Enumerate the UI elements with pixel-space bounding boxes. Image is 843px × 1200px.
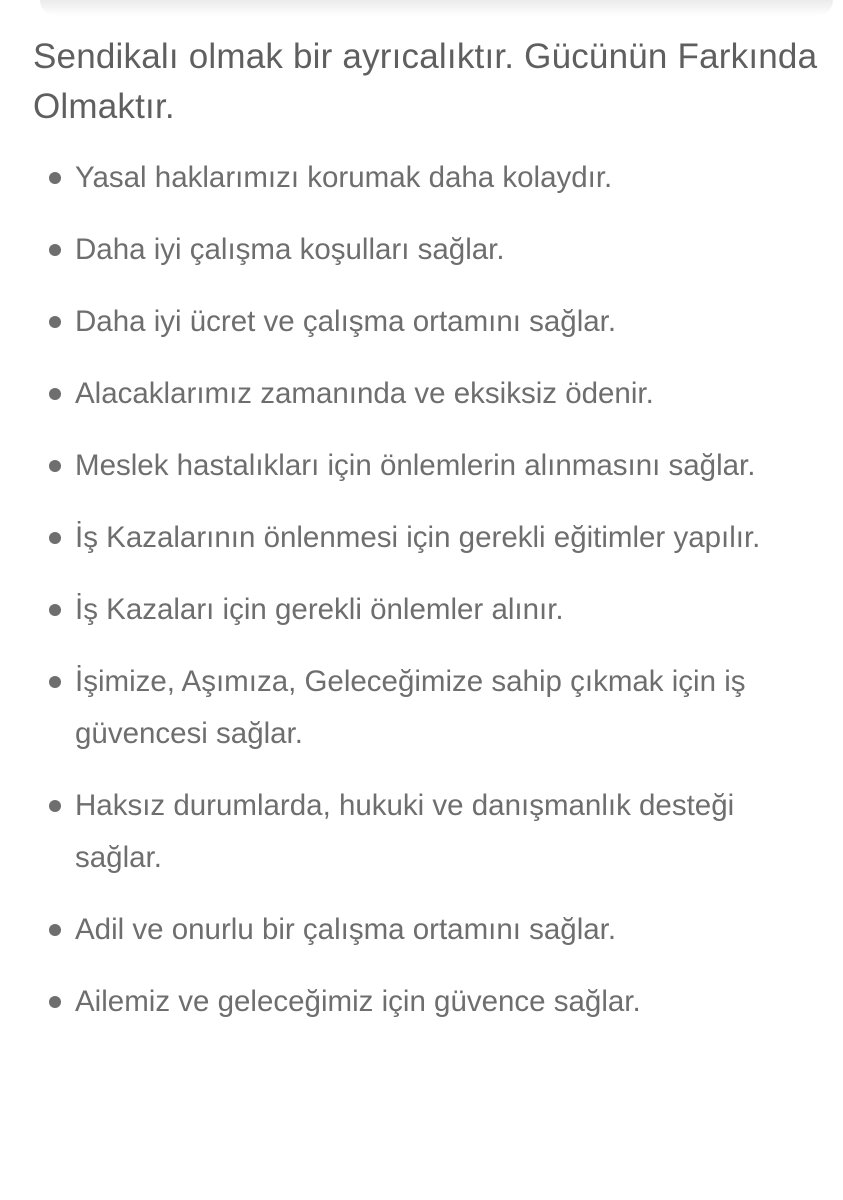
top-card-shadow: [40, 0, 833, 16]
list-item: [33, 904, 823, 956]
article-content: [33, 32, 823, 1048]
list-item: [33, 512, 823, 564]
page-title: Sendikalı olmak bir ayrıcalıktır. Gücünün Farkında Olmaktır.: [33, 37, 818, 126]
bullet-icon: [49, 604, 61, 616]
list-item: [33, 656, 823, 760]
bullet-icon: [49, 676, 61, 688]
list-item-text: Daha iyi ücret ve çalışma ortamını sağlar.: [75, 305, 617, 338]
list-item-text: Alacaklarımız zamanında ve eksiksiz ödenir.: [75, 377, 654, 410]
bullet-icon: [49, 532, 61, 544]
benefits-list: [33, 152, 823, 1028]
list-item: [33, 584, 823, 636]
list-item-text: İş Kazalarının önlenmesi için gerekli eğitimler yapılır.: [75, 521, 761, 554]
list-item-text: İş Kazaları için gerekli önlemler alınır.: [75, 593, 564, 626]
bullet-icon: [49, 316, 61, 328]
list-item: [33, 780, 823, 884]
list-item-text: Daha iyi çalışma koşulları sağlar.: [75, 233, 505, 266]
list-item-text: Ailemiz ve geleceğimiz için güvence sağlar.: [75, 985, 641, 1018]
list-item-text: Haksız durumlarda, hukuki ve danışmanlık desteği sağlar.: [75, 789, 735, 874]
list-item: [33, 976, 823, 1028]
list-item: [33, 440, 823, 492]
list-item: [33, 296, 823, 348]
bullet-icon: [49, 800, 61, 812]
bullet-icon: [49, 172, 61, 184]
list-item: [33, 152, 823, 204]
list-item: [33, 224, 823, 276]
list-item-text: Meslek hastalıkları için önlemlerin alınmasını sağlar.: [75, 449, 756, 482]
bullet-icon: [49, 388, 61, 400]
list-item: [33, 368, 823, 420]
list-item-text: Yasal haklarımızı korumak daha kolaydır.: [75, 161, 613, 194]
bullet-icon: [49, 996, 61, 1008]
bullet-icon: [49, 460, 61, 472]
list-item-text: İşimize, Aşımıza, Geleceğimize sahip çıkmak için iş güvencesi sağlar.: [75, 665, 746, 750]
bullet-icon: [49, 244, 61, 256]
bullet-icon: [49, 924, 61, 936]
list-item-text: Adil ve onurlu bir çalışma ortamını sağlar.: [75, 913, 617, 946]
